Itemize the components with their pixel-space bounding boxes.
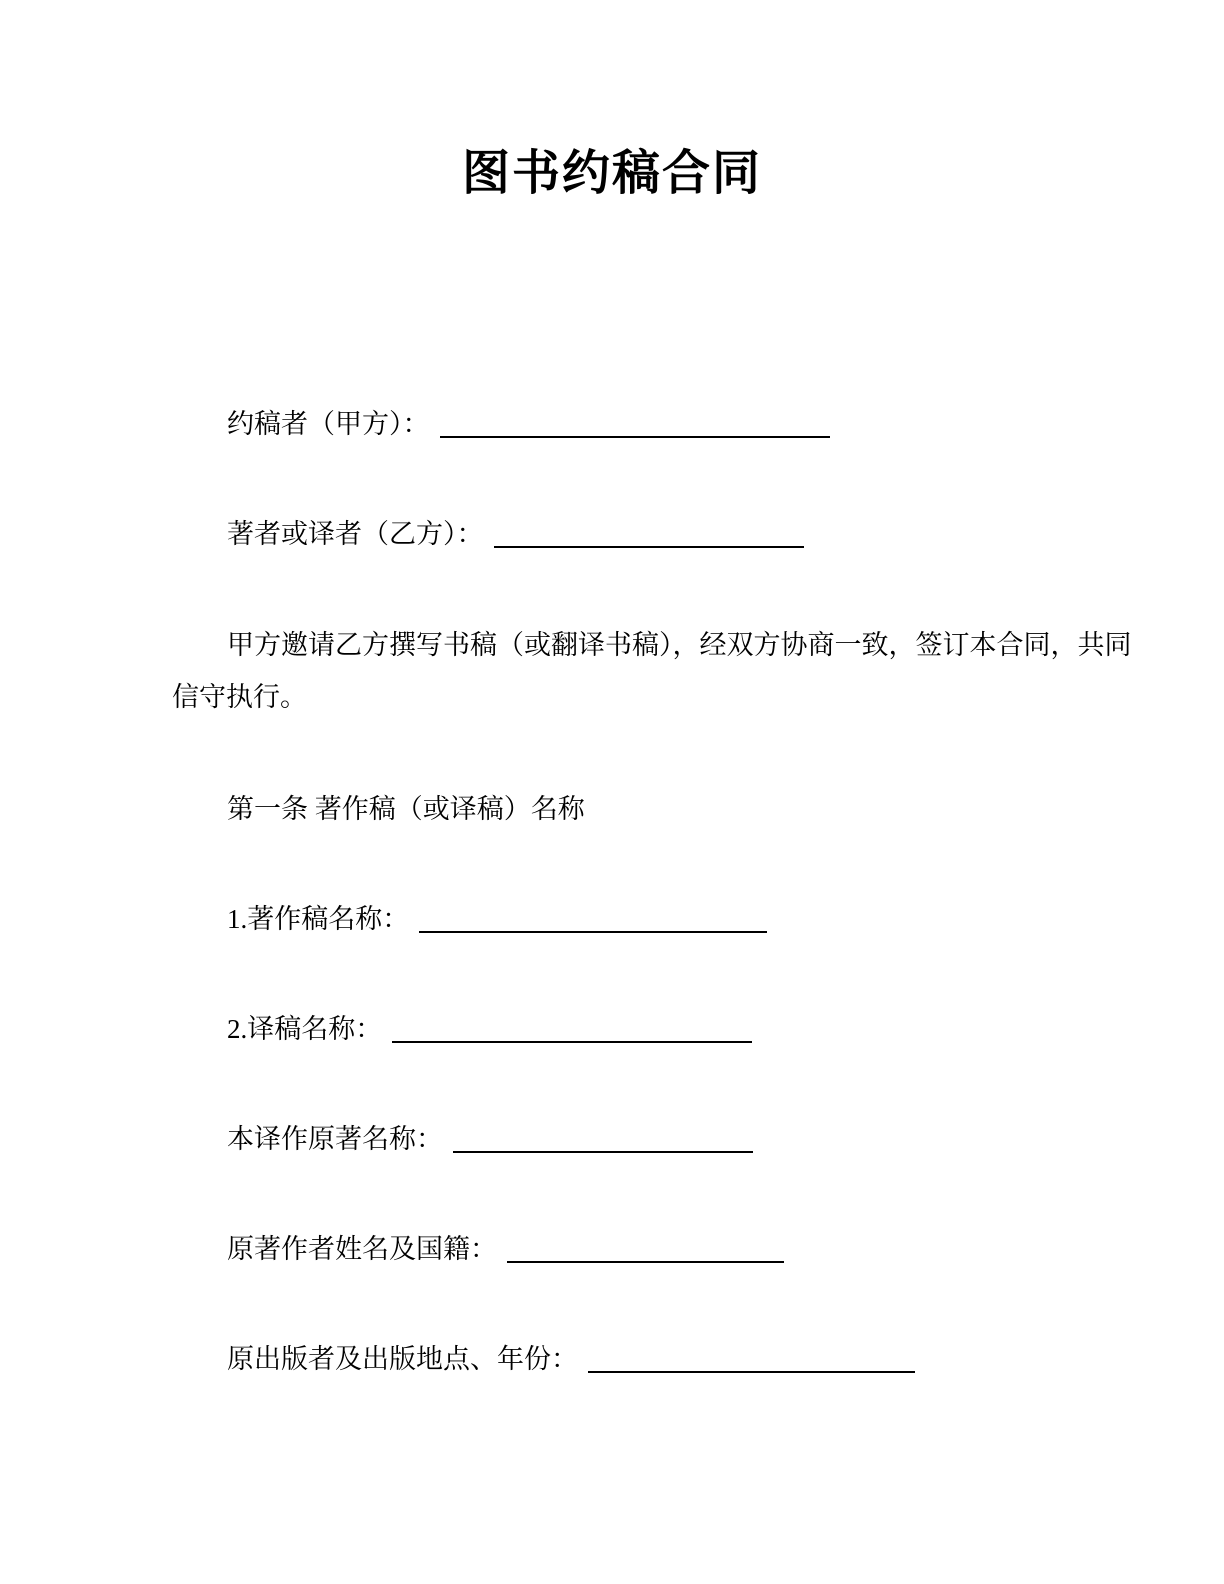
item-2-label: 2.译稿名称： [227, 1014, 383, 1044]
section-1-heading: 第一条 著作稿（或译稿）名称 [227, 794, 585, 824]
item-1-row [172, 900, 1157, 938]
document-title: 图书约稿合同 [461, 147, 762, 200]
party-b-row [172, 515, 1157, 553]
item-5-fill-in-line[interactable] [588, 1344, 915, 1373]
party-a-fill-in-line[interactable] [440, 409, 830, 438]
intro-paragraph-line-1: 甲方邀请乙方撰写书稿（或翻译书稿），经双方协商一致，签订本合同，共同 [227, 630, 1132, 660]
item-3-row [172, 1120, 1157, 1158]
item-5-label: 原出版者及出版地点、年份： [227, 1344, 578, 1374]
item-4-label: 原著作者姓名及国籍： [227, 1234, 497, 1264]
party-b-label: 著者或译者（乙方）： [227, 519, 484, 549]
item-5-row [172, 1340, 1157, 1378]
party-a-label: 约稿者（甲方）： [227, 409, 430, 439]
item-3-label: 本译作原著名称： [227, 1124, 443, 1154]
intro-paragraph-line-2: 信守执行。 [172, 682, 307, 712]
item-4-fill-in-line[interactable] [507, 1234, 784, 1263]
party-b-fill-in-line[interactable] [494, 519, 804, 548]
item-1-fill-in-line[interactable] [419, 904, 767, 933]
item-4-row [172, 1230, 1157, 1268]
item-3-fill-in-line[interactable] [453, 1124, 753, 1153]
item-2-row [172, 1010, 1157, 1048]
item-2-fill-in-line[interactable] [392, 1014, 752, 1043]
party-a-row [172, 405, 1157, 443]
item-1-label: 1.著作稿名称： [227, 904, 410, 934]
